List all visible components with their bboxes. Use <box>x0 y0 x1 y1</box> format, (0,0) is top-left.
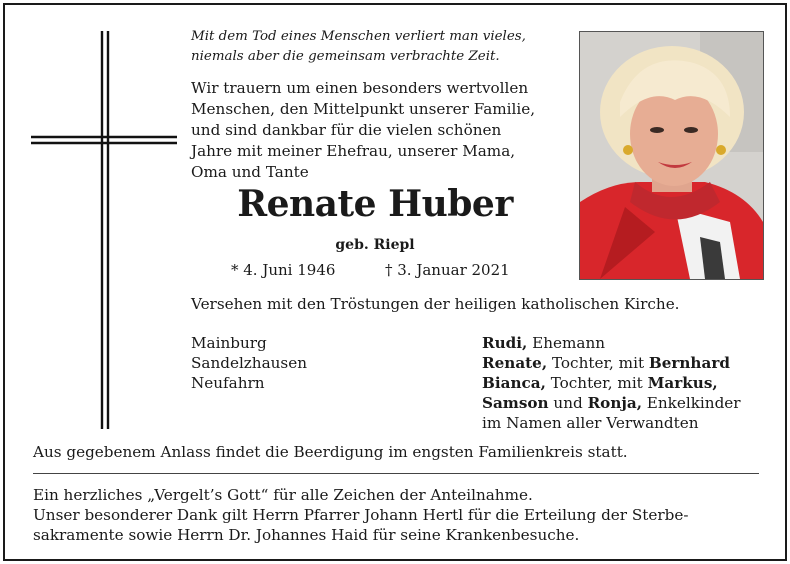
mourners-list <box>482 333 741 433</box>
intro-line: Oma und Tante <box>191 163 309 181</box>
mourner-name: Rudi, <box>482 334 528 352</box>
maiden-name: geb. Riepl <box>335 237 415 253</box>
mourner-name: Bianca, <box>482 374 546 392</box>
mourner-line <box>482 373 741 393</box>
obituary-notice <box>3 3 787 561</box>
thanks-line: Ein herzliches „Vergelt’s Gott“ für alle Zeichen der Anteilnahme. <box>33 486 533 504</box>
thanks-line: Unser besonderer Dank gilt Herrn Pfarrer Johann Hertl für die Erteilung der Sterbe- <box>33 506 689 524</box>
intro-line: Jahre mit meiner Ehefrau, unserer Mama, <box>191 142 516 160</box>
thanks-text <box>33 485 759 545</box>
deceased-name: Renate Huber <box>237 183 513 225</box>
quote-line: Mit dem Tod eines Menschen verliert man vieles, <box>191 29 526 44</box>
places-list <box>191 333 307 393</box>
intro-line: Wir trauern um einen besonders wertvollen <box>191 79 529 97</box>
cross-icon <box>31 31 177 429</box>
quote-line: niemals aber die gemeinsam verbrachte Zeit. <box>191 49 500 64</box>
mourner-conjunction: und <box>548 394 588 412</box>
memorial-quote <box>191 27 561 67</box>
place-item: Sandelzhausen <box>191 354 307 372</box>
birth-date: * 4. Juni 1946 <box>231 261 336 279</box>
mourner-line <box>482 333 741 353</box>
mourner-role: Ehemann <box>527 334 606 352</box>
intro-line: und sind dankbar für die vielen schönen <box>191 121 502 139</box>
portrait-photo <box>579 31 764 280</box>
intro-line: Menschen, den Mittelpunkt unserer Familie, <box>191 100 536 118</box>
mourner-role: Tochter, mit <box>547 354 649 372</box>
divider <box>33 473 759 474</box>
death-date: † 3. Januar 2021 <box>385 261 510 279</box>
mourner-name: Markus, <box>647 374 718 392</box>
funeral-note: Aus gegebenem Anlass findet die Beerdigung im engsten Familienkreis statt. <box>33 443 628 461</box>
mourner-line <box>482 353 741 373</box>
sacrament-note: Versehen mit den Tröstungen der heiligen katholischen Kirche. <box>191 295 680 313</box>
mourner-line: im Namen aller Verwandten <box>482 414 699 432</box>
mourner-name: Renate, <box>482 354 548 372</box>
mourner-role: Enkelkinder <box>641 394 741 412</box>
mourner-line <box>482 393 741 413</box>
mourner-name: Ronja, <box>587 394 642 412</box>
mourner-name: Samson <box>482 394 549 412</box>
place-item: Neufahrn <box>191 374 265 392</box>
mourner-role: Tochter, mit <box>545 374 648 392</box>
mourning-text <box>191 78 559 183</box>
mourner-name: Bernhard <box>648 354 730 372</box>
thanks-line: sakramente sowie Herrn Dr. Johannes Haid für seine Krankenbesuche. <box>33 526 580 544</box>
place-item: Mainburg <box>191 334 267 352</box>
